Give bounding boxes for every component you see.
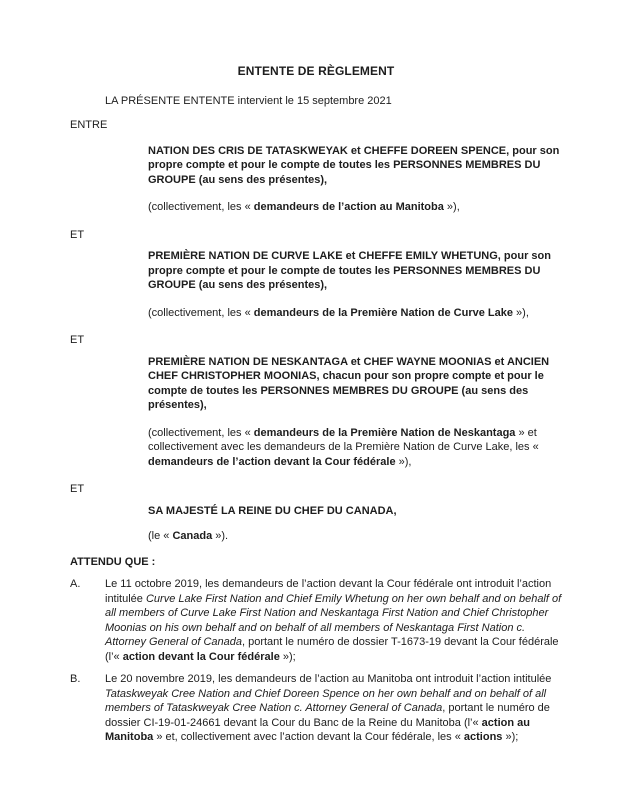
text-run: »); xyxy=(502,731,519,743)
text-run: »). xyxy=(212,530,229,542)
party-alias xyxy=(148,200,562,215)
text-run: demandeurs de l’action devant la Cour fédérale xyxy=(148,455,396,468)
party-name: PREMIÈRE NATION DE CURVE LAKE et CHEFFE EMILY WHETUNG, pour son propre compte et pour le compte de toutes les PERSONNES MEMBRES DU GROUPE (au sens des présentes), xyxy=(148,250,551,291)
text-run: Tataskweyak Cree Nation and Chief Doreen Spence on her own behalf and on behalf of all members of Tataskweyak Cree Nation c. Attorney General of Canada xyxy=(105,687,547,714)
party-alias xyxy=(148,426,562,470)
text-run: (collectivement, les « xyxy=(148,426,254,439)
text-run: Canada xyxy=(172,530,213,542)
text-run: , portant le numéro de dossier T-1673-19 devant la Cour fédérale (l’« xyxy=(105,636,559,663)
text-run: Le 20 novembre 2019, les demandeurs de l’action au Manitoba ont introduit l’action intitulée xyxy=(105,673,552,685)
text-run: actions xyxy=(463,731,503,743)
party-name: SA MAJESTÉ LA REINE DU CHEF DU CANADA, xyxy=(148,504,397,517)
document-title: ENTENTE DE RÈGLEMENT xyxy=(237,64,395,78)
text-run: (collectivement, les « xyxy=(148,201,254,213)
party-block-manitoba xyxy=(70,144,562,215)
party-block-curve-lake xyxy=(70,249,562,320)
agreement-date-line: LA PRÉSENTE ENTENTE intervient le 15 septembre 2021 xyxy=(105,94,392,107)
party-block-neskantaga xyxy=(70,355,562,470)
text-run: » et collectivement avec les demandeurs de la Première Nation de Curve Lake, les « xyxy=(148,426,539,453)
text-run: demandeurs de la Première Nation de Curve Lake xyxy=(253,306,513,319)
text-run: »); xyxy=(279,650,296,663)
text-run: demandeurs de l’action au Manitoba xyxy=(253,201,444,213)
text-run: » et, collectivement avec l’action devant la Cour fédérale, les « xyxy=(153,731,464,743)
recital-text xyxy=(105,577,562,664)
text-run: (collectivement, les « xyxy=(148,306,254,319)
recital-text xyxy=(105,672,562,745)
party-alias xyxy=(148,529,562,544)
text-run: , portant le numéro de dossier CI-19-01-24661 devant la Cour du Banc de la Reine du Manitoba (l’« xyxy=(105,702,550,729)
text-run: Curve Lake First Nation and Chief Emily Whetung on her own behalf and on behalf of all members of Curve Lake First Nation and Neskantaga First Nation and Chief Christopher Moonias on his own behalf and on behalf of all members of Neskantaga First Nation c. Attorney General of Canada xyxy=(105,592,562,648)
text-run: action devant la Cour fédérale xyxy=(122,650,280,663)
recitals-heading: ATTENDU QUE : xyxy=(70,555,156,568)
between-label: ENTRE xyxy=(70,119,108,131)
recital-b xyxy=(70,672,562,745)
text-run: demandeurs de la Première Nation de Neskantaga xyxy=(253,426,516,439)
and-separator: ET xyxy=(70,334,85,346)
party-name: PREMIÈRE NATION DE NESKANTAGA et CHEF WAYNE MOONIAS et ANCIEN CHEF CHRISTOPHER MOONIAS, chacun pour son propre compte et pour le compte de toutes les PERSONNES MEMBRES DU GROUPE (au sens des présentes), xyxy=(148,355,550,411)
and-separator: ET xyxy=(70,228,85,241)
and-separator: ET xyxy=(70,483,85,495)
text-run: (le « xyxy=(148,530,173,542)
text-run: »), xyxy=(512,306,529,319)
recital-a xyxy=(70,577,562,664)
text-run: Le 11 octobre 2019, les demandeurs de l’action devant la Cour fédérale ont introduit l’action intitulée xyxy=(105,578,552,605)
recital-label: A. xyxy=(70,578,81,590)
party-block-canada xyxy=(70,504,562,544)
party-alias xyxy=(148,306,562,321)
party-name: NATION DES CRIS DE TATASKWEYAK et CHEFFE DOREEN SPENCE, pour son propre compte et pour le compte de toutes les PERSONNES MEMBRES DU GROUPE (au sens des présentes), xyxy=(148,144,560,186)
text-run: »), xyxy=(395,455,412,468)
text-run: »), xyxy=(443,201,460,213)
recital-label: B. xyxy=(70,673,81,685)
text-run: action au Manitoba xyxy=(105,716,530,743)
